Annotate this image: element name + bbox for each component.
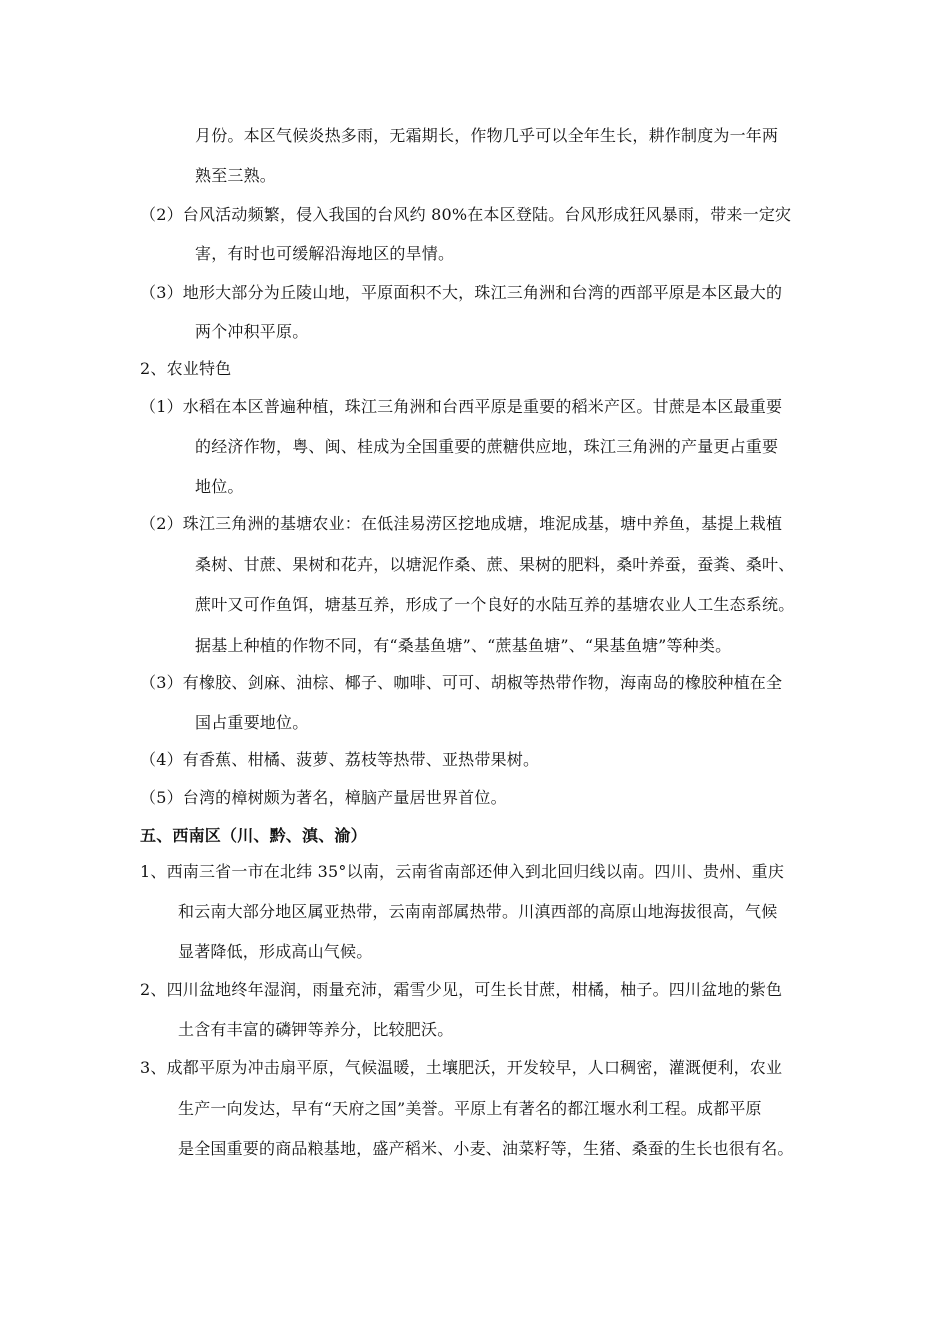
section-heading-agriculture: 2、农业特色: [140, 359, 232, 378]
list-item-southwest-location: 1、西南三省一市在北纬 35°以南，云南省南部还伸入到北回归线以南。四川、贵州、重庆: [140, 862, 785, 881]
text-line: 是全国重要的商品粮基地，盛产稻米、小麦、油菜籽等，生猪、桑蚕的生长也很有名。: [178, 1139, 794, 1158]
list-item-camphor: （5）台湾的樟树颇为著名，樟脑产量居世界首位。: [140, 788, 507, 807]
list-item-climate-typhoon: （2）台风活动频繁，侵入我国的台风约 80%在本区登陆。台风形成狂风暴雨，带来一定灾: [140, 205, 792, 224]
text-line: 和云南大部分地区属亚热带，云南南部属热带。川滇西部的高原山地海拔很高，气候: [178, 902, 778, 921]
text-line: 蔗叶又可作鱼饵，塘基互养，形成了一个良好的水陆互养的基塘农业人工生态系统。: [195, 595, 795, 614]
text-line: 桑树、甘蔗、果树和花卉，以塘泥作桑、蔗、果树的肥料，桑叶养蚕，蚕粪、桑叶、: [195, 555, 795, 574]
list-item-tropical-crops: （3）有橡胶、剑麻、油棕、椰子、咖啡、可可、胡椒等热带作物，海南岛的橡胶种植在全: [140, 673, 783, 692]
list-item-dike-pond: （2）珠江三角洲的基塘农业：在低洼易涝区挖地成塘，堆泥成基，塘中养鱼，基提上栽植: [140, 514, 783, 533]
text-line: 据基上种植的作物不同，有“桑基鱼塘”、“蔗基鱼塘”、“果基鱼塘”等种类。: [195, 636, 732, 655]
section-heading-southwest: 五、西南区（川、黔、滇、渝）: [140, 826, 367, 845]
text-line: 两个冲积平原。: [195, 322, 309, 341]
text-line: 土含有丰富的磷钾等养分，比较肥沃。: [178, 1020, 454, 1039]
list-item-chengdu-plain: 3、成都平原为冲击扇平原，气候温暖，土壤肥沃，开发较早，人口稠密，灌溉便利，农业: [140, 1058, 783, 1077]
list-item-rice: （1）水稻在本区普遍种植，珠江三角洲和台西平原是重要的稻米产区。甘蔗是本区最重要: [140, 397, 783, 416]
list-item-fruit-trees: （4）有香蕉、柑橘、菠萝、荔枝等热带、亚热带果树。: [140, 750, 540, 769]
text-line: 生产一向发达，早有“天府之国”美誉。平原上有著名的都江堰水利工程。成都平原: [178, 1099, 762, 1118]
text-line: 的经济作物，粤、闽、桂成为全国重要的蔗糖供应地，珠江三角洲的产量更占重要: [195, 437, 779, 456]
text-line: 熟至三熟。: [195, 166, 277, 185]
text-line: 害，有时也可缓解沿海地区的旱情。: [195, 244, 455, 263]
text-line: 显著降低，形成高山气候。: [178, 942, 373, 961]
text-line: 地位。: [195, 477, 244, 496]
list-item-terrain: （3）地形大部分为丘陵山地，平原面积不大，珠江三角洲和台湾的西部平原是本区最大的: [140, 283, 783, 302]
list-item-sichuan-basin: 2、四川盆地终年湿润，雨量充沛，霜雪少见，可生长甘蔗，柑橘，柚子。四川盆地的紫色: [140, 980, 783, 999]
text-line: 月份。本区气候炎热多雨，无霜期长，作物几乎可以全年生长，耕作制度为一年两: [195, 126, 779, 145]
text-line: 国占重要地位。: [195, 713, 309, 732]
